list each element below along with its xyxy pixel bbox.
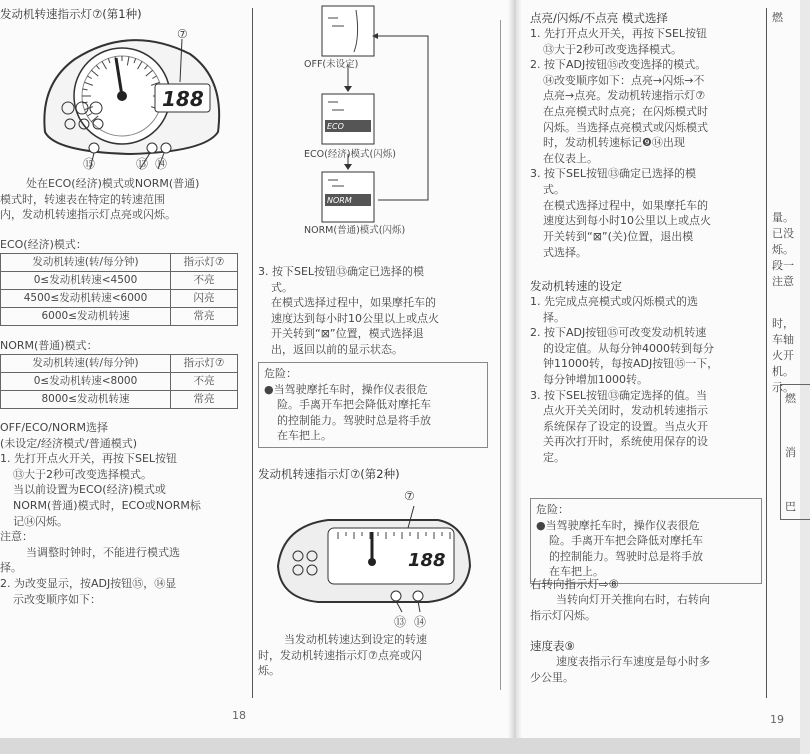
- column-divider-right: [766, 8, 767, 698]
- dashboard-gauge-illustration-1: [30, 24, 230, 174]
- callout-7: ⑦: [177, 27, 188, 41]
- column-divider-left: [252, 8, 253, 698]
- step3-paragraph: 3. 按下SEL按钮⑬确定已选择的模 式。 在模式选择过程中，如果摩托车的 速度达到每小时10公里以上或点火 开关转到“⊠”位置，模式选择退 出，返回以前的显示状态。: [258, 265, 439, 357]
- scan-bottom-edge: [0, 738, 800, 754]
- eco-badge: ECO: [327, 122, 344, 131]
- eco-mode-label: ECO(经济)模式：: [0, 238, 87, 251]
- indicator-2-paragraph: 当发动机转速达到设定的转速 时，发动机转速指示灯⑦点亮或闪 烁。: [258, 633, 427, 678]
- mode-eco-label: ECO(经济)模式(闪烁): [304, 149, 396, 160]
- eco-rpm-table: 发动机转速(转/每分钟) 指示灯⑦ 0≤发动机转速<4500 不亮 4500≤发动机转速<6000 闪亮 6000≤发动机转速 常亮: [0, 253, 238, 326]
- gauge-lcd-digits: 188: [162, 87, 204, 111]
- cut-off-table: 燃 消 巴: [780, 384, 810, 520]
- section-title-indicator-1: 发动机转速指示灯⑦(第1种): [0, 7, 142, 21]
- norm-mode-label: NORM(普通)模式：: [0, 339, 98, 352]
- section-title-speedometer: 速度表⑨: [530, 639, 575, 653]
- cut-off-column: 燃 量。 已没 烁。 段一 注意 时， 车轴 火开 机。 示。 燃 消 巴: [772, 10, 800, 26]
- callout-13: ⑬: [136, 157, 149, 171]
- table-row: 4500≤发动机转速<6000 闪亮: [1, 289, 238, 307]
- callout-13-second: ⑬: [394, 615, 407, 629]
- norm-rpm-table: 发动机转速(转/每分钟) 指示灯⑦ 0≤发动机转速<8000 不亮 8000≤发动机转速 常亮: [0, 354, 238, 409]
- section-title-right-turn: 右转向指示灯⇨⑧: [530, 577, 619, 591]
- dashboard-gauge-illustration-2: [268, 506, 478, 616]
- right-turn-paragraph: 当转向灯开关推向右时，右转向 指示灯闪烁。: [530, 593, 710, 622]
- callout-14: ⑭: [155, 157, 168, 171]
- section-title-rpm-setting: 发动机转速的设定: [530, 279, 622, 293]
- gauge2-lcd-digits: 188: [408, 550, 446, 571]
- norm-badge: NORM: [327, 196, 352, 205]
- danger-box-2: 危险： ●当驾驶摩托车时，操作仪表很危 险。手离开车把会降低对摩托车 的控制能力。驾驶时总是将手放 在车把上。: [530, 498, 762, 584]
- table-row: 6000≤发动机转速 常亮: [1, 307, 238, 325]
- callout-14-second: ⑭: [414, 615, 427, 629]
- page-number-18: 18: [232, 709, 246, 722]
- section-title-indicator-2: 发动机转速指示灯⑦(第2种): [258, 467, 400, 481]
- mode-sequence-diagram: [298, 6, 468, 236]
- intro-paragraph: 处在ECO(经济)模式或NORM(普通) 模式时，转速表在特定的转速范围 内，发动机转速指示灯点亮或闪烁。: [0, 177, 200, 222]
- danger-box-1: 危险： ●当驾驶摩托车时，操作仪表很危 险。手离开车把会降低对摩托车 的控制能力。驾驶时总是将手放 在车把上。: [258, 362, 488, 448]
- mode-off-label: OFF(未设定): [304, 59, 359, 70]
- off-eco-norm-section: OFF/ECO/NORM选择 (未设定/经济模式/普通模式) 1. 先打开点火开关，再按下SEL按钮 ⑬大于2秒可改变选择模式。 当以前设置为ECO(经济)模式或 NORM(普通)模式时，ECO或NORM标 记⑭闪烁。 注意： 当调整时钟时，不能进行模式选 择。 2. 为改变显示，按ADJ按钮⑮，⑭显 示改变顺序如下：: [0, 421, 201, 606]
- section-title-mode-select: 点亮/闪烁/不点亮 模式选择: [530, 11, 668, 25]
- mode-norm-label: NORM(普通)模式(闪烁): [304, 225, 406, 236]
- mode-select-steps: 1. 先打开点火开关，再按下SEL按钮 ⑬大于2秒可改变选择模式。 2. 按下ADJ按钮⑮改变选择的模式。 ⑭改变顺序如下：点亮→闪烁→不 点亮→点亮。发动机转速指示灯⑦ 在点亮模式时点亮；在闪烁模式时 闪烁。当选择点亮模式或闪烁模式 时，发动机转速标记❾⑭出现 在仪表上。 3. 按下SEL按钮⑬确定已选择的模 式。 在模式选择过程中，如果摩托车的 速度达到每小时10公里以上或点火 开关转到“⊠”(关)位置，退出模 式选择。: [530, 27, 711, 259]
- rpm-setting-steps: 1. 先完成点亮模式或闪烁模式的选 择。 2. 按下ADJ按钮⑮可改变发动机转速 的设定值。从每分钟4000转到每分 钟11000转，每按ADJ按钮⑮一下， 每分钟增加1000转。 3. 按下SEL按钮⑬确定选择的值。当 点火开关关闭时，发动机转速指示 系统保存了设定的设置。当点火开 关再次打开时，系统使用保存的设 定。: [530, 295, 719, 465]
- callout-7-second: ⑦: [404, 489, 415, 503]
- callout-15: ⑮: [83, 157, 96, 171]
- page-gutter: [508, 0, 522, 738]
- table-row: 0≤发动机转速<4500 不亮: [1, 271, 238, 289]
- table-row: 0≤发动机转速<8000 不亮: [1, 372, 238, 390]
- column-divider-mid: [500, 20, 501, 690]
- page-number-19: 19: [770, 713, 784, 726]
- speedometer-paragraph: 速度表指示行车速度是每小时多 少公里。: [530, 655, 710, 684]
- table-row: 8000≤发动机转速 常亮: [1, 390, 238, 408]
